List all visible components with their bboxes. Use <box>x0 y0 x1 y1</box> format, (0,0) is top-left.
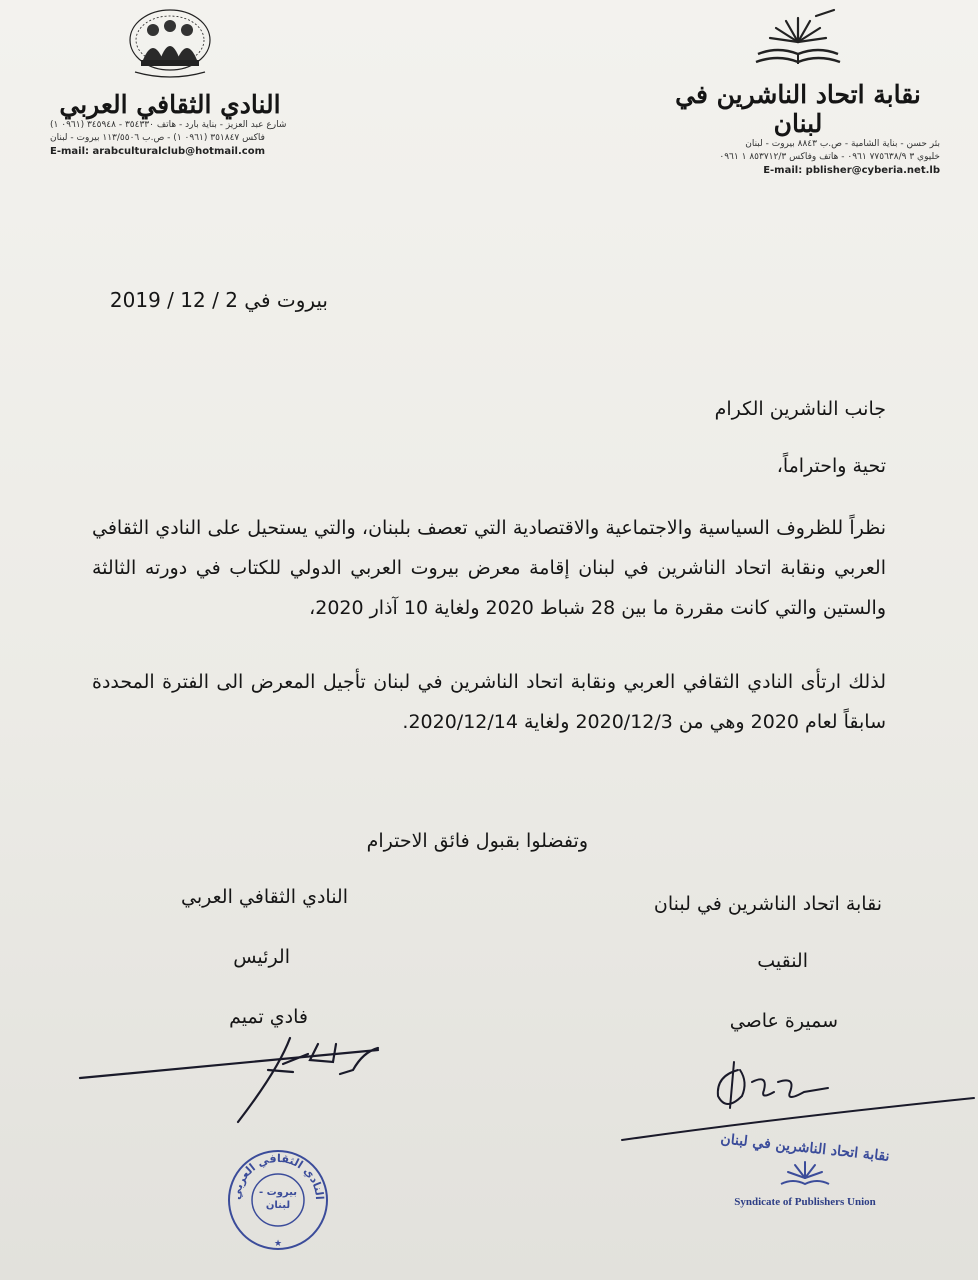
signatory-right-name: سميرة عاصي <box>729 1010 838 1032</box>
seal-center-text: بيروت - لبنان <box>259 1187 297 1211</box>
arab-cultural-club-address-1: شارع عبد العزيز - بناية بارد - هاتف ٣٥٤٣٣٠ - ٣٤٥٩٤٨ (٠٩٦١ ١) <box>50 120 287 130</box>
signatory-left-name: فادي تميم <box>229 1006 308 1028</box>
letterhead-publishers-syndicate <box>648 8 948 177</box>
open-book-logo-icon <box>748 8 848 74</box>
stamp-arab-cultural-club <box>226 1148 330 1252</box>
publishers-syndicate-email: E-mail: pblisher@cyberia.net.lb <box>763 165 940 176</box>
stamp-right-arabic: نقابة اتحاد الناشرين في لبنان <box>719 1131 891 1165</box>
arab-cultural-club-logo-icon <box>125 8 215 84</box>
letter-date: بيروت في 2 / 12 / 2019 <box>109 288 328 312</box>
letter-paragraph-2: لذلك ارتأى النادي الثقافي العربي ونقابة اتحاد الناشرين في لبنان تأجيل المعرض الى الفترة المحددة سابقاً لعام 2020 وهي من 2020/12/3 ولغاية 2020/12/14. <box>92 671 886 733</box>
arab-cultural-club-address-2: فاكس ٣٥١٨٤٧ (٠٩٦١ ١) - ص.ب ١١٣/٥٥٠٦ بيروت - لبنان <box>50 133 265 143</box>
signatory-right-title: النقيب <box>757 950 808 972</box>
signatory-right-org: نقابة اتحاد الناشرين في لبنان <box>653 893 882 915</box>
stamp-publishers-syndicate <box>719 1131 891 1208</box>
seal-ring-text: النادي الثقافي العربي <box>229 1151 327 1201</box>
stamp-book-icon <box>775 1156 835 1192</box>
letterhead-arab-cultural-club <box>40 8 300 158</box>
publishers-syndicate-address-2: خليوي ٣ ٧٧٥٦٣٨/٩ ٠٩٦١ - هاتف وفاكس ٨٥٣٧١٢/٣ ١ ٠٩٦١ <box>719 152 940 162</box>
stamp-right-english: Syndicate of Publishers Union <box>734 1196 876 1208</box>
publishers-syndicate-name: نقابة اتحاد الناشرين في لبنان <box>675 80 921 138</box>
signature-right-icon <box>618 1052 978 1144</box>
letter-addressee: جانب الناشرين الكرام <box>714 398 886 420</box>
signature-left-icon <box>78 1030 388 1140</box>
signatory-left-title: الرئيس <box>233 946 290 968</box>
arab-cultural-club-name: النادي الثقافي العربي <box>59 90 281 119</box>
svg-text:★: ★ <box>273 1239 283 1249</box>
publishers-syndicate-address-1: بئر حسن - بناية الشامية - ص.ب ٨٨٤٣ بيروت - لبنان <box>745 139 940 149</box>
letter-closing: وتفضلوا بقبول فائق الاحترام <box>366 830 588 852</box>
arab-cultural-club-email: E-mail: arabculturalclub@hotmail.com <box>50 146 265 157</box>
letter-greeting: تحية واحتراماً، <box>776 455 886 477</box>
signatory-left-org: النادي الثقافي العربي <box>181 886 348 908</box>
letter-paragraph-1: نظراً للظروف السياسية والاجتماعية والاقتصادية التي تعصف بلبنان، والتي يستحيل على النادي الثقافي العربي ونقابة اتحاد الناشرين في لبنان إقامة معرض بيروت العربي الدولي للكتاب في دورته الثالثة والستين والتي كانت مقررة ما بين 28 شباط 2020 ولغاية 10 آذار 2020، <box>92 517 886 619</box>
